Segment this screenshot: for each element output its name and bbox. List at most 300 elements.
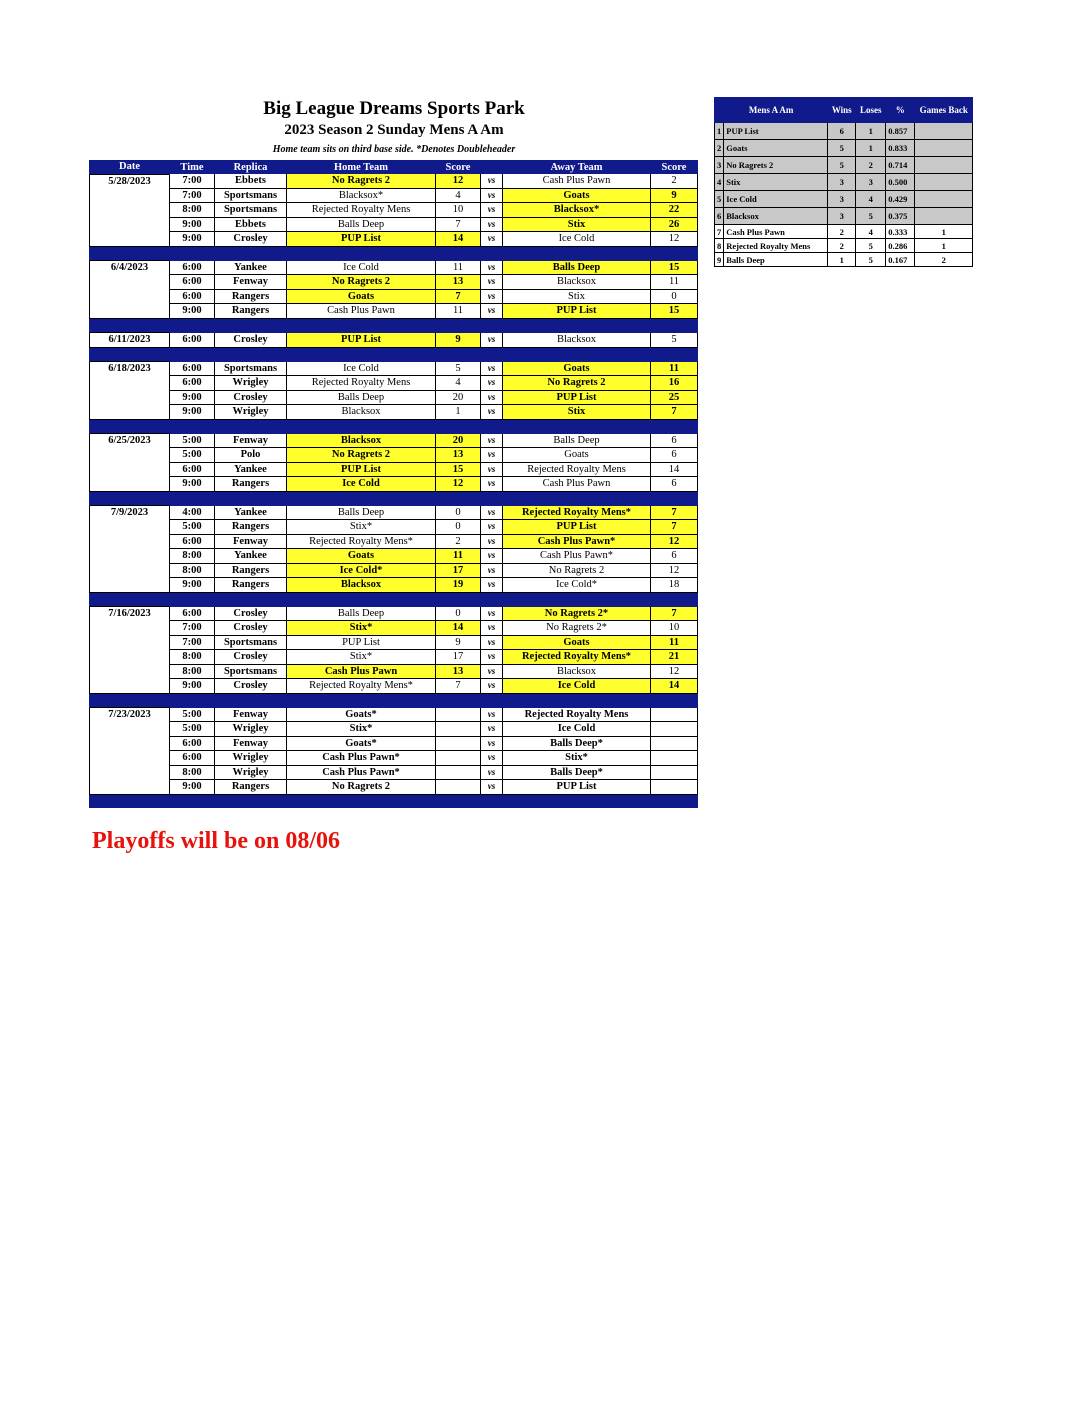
game-date xyxy=(90,635,170,650)
separator-cell xyxy=(287,419,436,434)
week-separator xyxy=(90,318,698,333)
game-time: 6:00 xyxy=(170,534,215,549)
standings-team: Ice Cold xyxy=(724,191,828,208)
table-row xyxy=(90,232,698,247)
standings-wins: 1 xyxy=(828,253,856,267)
standings-col-wins: Wins xyxy=(828,98,856,123)
home-team: Ice Cold xyxy=(287,362,436,376)
home-team: No Ragrets 2 xyxy=(287,275,436,290)
standings-wins: 3 xyxy=(828,208,856,225)
home-score: 17 xyxy=(436,563,481,578)
home-team: Cash Plus Pawn xyxy=(287,304,436,319)
col-replica: Replica xyxy=(215,160,287,174)
home-score: 13 xyxy=(436,664,481,679)
standings-team: Cash Plus Pawn xyxy=(724,225,828,239)
separator-cell xyxy=(215,419,287,434)
separator-cell xyxy=(90,318,170,333)
away-team: Rejected Royalty Mens xyxy=(503,462,651,477)
separator-cell xyxy=(215,693,287,708)
game-date xyxy=(90,722,170,737)
away-score: 18 xyxy=(651,578,698,593)
separator-cell xyxy=(436,318,481,333)
home-score: 13 xyxy=(436,448,481,463)
home-score: 17 xyxy=(436,650,481,665)
standings-games-back: 1 xyxy=(915,239,973,253)
standings-rank: 9 xyxy=(715,253,724,267)
home-team: Cash Plus Pawn* xyxy=(287,751,436,766)
away-team: Balls Deep* xyxy=(503,765,651,780)
game-time: 6:00 xyxy=(170,362,215,376)
separator-cell xyxy=(215,246,287,261)
separator-cell xyxy=(503,347,651,362)
game-date xyxy=(90,534,170,549)
away-score: 7 xyxy=(651,506,698,520)
separator-cell xyxy=(651,491,698,506)
game-date xyxy=(90,520,170,535)
away-team: PUP List xyxy=(503,390,651,405)
standings-pct: 0.375 xyxy=(886,208,915,225)
away-score: 6 xyxy=(651,434,698,448)
game-replica: Wrigley xyxy=(215,376,287,391)
home-score xyxy=(436,722,481,737)
away-team: Cash Plus Pawn xyxy=(503,477,651,492)
home-score: 0 xyxy=(436,506,481,520)
game-time: 8:00 xyxy=(170,664,215,679)
home-score: 11 xyxy=(436,304,481,319)
separator-cell xyxy=(90,347,170,362)
game-time: 9:00 xyxy=(170,679,215,694)
table-row xyxy=(90,405,698,420)
away-score: 11 xyxy=(651,635,698,650)
week-separator xyxy=(90,419,698,434)
table-row xyxy=(90,650,698,665)
game-time: 6:00 xyxy=(170,751,215,766)
separator-cell xyxy=(651,693,698,708)
away-score: 7 xyxy=(651,607,698,621)
home-score: 4 xyxy=(436,188,481,203)
game-date xyxy=(90,664,170,679)
home-team: No Ragrets 2 xyxy=(287,448,436,463)
standings-wins: 3 xyxy=(828,174,856,191)
vs-label: vs xyxy=(481,261,503,275)
game-time: 8:00 xyxy=(170,203,215,218)
vs-label: vs xyxy=(481,462,503,477)
vs-label: vs xyxy=(481,217,503,232)
separator-cell xyxy=(503,794,651,808)
vs-label: vs xyxy=(481,607,503,621)
home-team: No Ragrets 2 xyxy=(287,780,436,795)
home-team: Stix* xyxy=(287,722,436,737)
home-team: Rejected Royalty Mens* xyxy=(287,534,436,549)
game-time: 6:00 xyxy=(170,376,215,391)
away-score: 0 xyxy=(651,289,698,304)
game-replica: Yankee xyxy=(215,261,287,275)
separator-cell xyxy=(481,419,503,434)
game-date xyxy=(90,203,170,218)
col-date: Date xyxy=(90,160,170,174)
game-replica: Yankee xyxy=(215,549,287,564)
table-row xyxy=(90,708,698,722)
separator-cell xyxy=(215,491,287,506)
game-time: 8:00 xyxy=(170,765,215,780)
away-score xyxy=(651,722,698,737)
home-team: PUP List xyxy=(287,462,436,477)
home-team: Blacksox xyxy=(287,405,436,420)
standings-row xyxy=(715,174,973,191)
standings-pct: 0.857 xyxy=(886,123,915,140)
game-time: 7:00 xyxy=(170,188,215,203)
standings-row xyxy=(715,140,973,157)
separator-cell xyxy=(651,347,698,362)
page-title: Big League Dreams Sports Park xyxy=(263,98,525,119)
home-score xyxy=(436,708,481,722)
home-score: 15 xyxy=(436,462,481,477)
away-score: 12 xyxy=(651,232,698,247)
away-team: Rejected Royalty Mens* xyxy=(503,650,651,665)
separator-cell xyxy=(481,318,503,333)
game-time: 8:00 xyxy=(170,563,215,578)
game-replica: Rangers xyxy=(215,780,287,795)
game-time: 5:00 xyxy=(170,434,215,448)
game-replica: Crosley xyxy=(215,679,287,694)
standings-row xyxy=(715,253,973,267)
away-team: Ice Cold* xyxy=(503,578,651,593)
home-team: PUP List xyxy=(287,635,436,650)
home-score: 14 xyxy=(436,232,481,247)
game-time: 7:00 xyxy=(170,174,215,188)
separator-cell xyxy=(481,693,503,708)
home-team: No Ragrets 2 xyxy=(287,174,436,188)
separator-cell xyxy=(170,592,215,607)
table-row xyxy=(90,736,698,751)
separator-cell xyxy=(436,592,481,607)
standings-rank: 6 xyxy=(715,208,724,225)
away-team: No Ragrets 2 xyxy=(503,563,651,578)
standings-table xyxy=(714,97,973,267)
vs-label: vs xyxy=(481,174,503,188)
home-score: 14 xyxy=(436,621,481,636)
game-date: 6/25/2023 xyxy=(90,434,170,448)
table-row xyxy=(90,188,698,203)
col-home-team: Home Team xyxy=(287,160,436,174)
away-team: Stix xyxy=(503,289,651,304)
vs-label: vs xyxy=(481,390,503,405)
separator-cell xyxy=(170,318,215,333)
game-date: 5/28/2023 xyxy=(90,174,170,188)
home-score: 9 xyxy=(436,635,481,650)
separator-cell xyxy=(436,693,481,708)
separator-cell xyxy=(503,318,651,333)
game-time: 8:00 xyxy=(170,650,215,665)
home-team: Cash Plus Pawn* xyxy=(287,765,436,780)
home-team: Goats* xyxy=(287,736,436,751)
away-team: Stix xyxy=(503,217,651,232)
table-row xyxy=(90,765,698,780)
away-score: 15 xyxy=(651,261,698,275)
vs-label: vs xyxy=(481,203,503,218)
away-score: 6 xyxy=(651,549,698,564)
home-score: 7 xyxy=(436,217,481,232)
page-subtitle: 2023 Season 2 Sunday Mens A Am xyxy=(284,122,504,138)
separator-cell xyxy=(481,592,503,607)
standings-team: Goats xyxy=(724,140,828,157)
game-date xyxy=(90,751,170,766)
away-team: PUP List xyxy=(503,520,651,535)
table-row xyxy=(90,462,698,477)
game-replica: Rangers xyxy=(215,520,287,535)
home-score xyxy=(436,765,481,780)
week-separator xyxy=(90,693,698,708)
game-replica: Fenway xyxy=(215,736,287,751)
game-date xyxy=(90,765,170,780)
home-score: 10 xyxy=(436,203,481,218)
game-date xyxy=(90,390,170,405)
away-score: 9 xyxy=(651,188,698,203)
game-time: 9:00 xyxy=(170,232,215,247)
away-score: 12 xyxy=(651,534,698,549)
game-time: 9:00 xyxy=(170,477,215,492)
away-score: 10 xyxy=(651,621,698,636)
away-team: No Ragrets 2* xyxy=(503,621,651,636)
home-score xyxy=(436,751,481,766)
standings-wins: 5 xyxy=(828,140,856,157)
vs-label: vs xyxy=(481,520,503,535)
standings-wins: 5 xyxy=(828,157,856,174)
standings-pct: 0.714 xyxy=(886,157,915,174)
standings-team: PUP List xyxy=(724,123,828,140)
home-team: Stix* xyxy=(287,621,436,636)
away-team: Stix xyxy=(503,405,651,420)
game-replica: Fenway xyxy=(215,275,287,290)
game-date xyxy=(90,563,170,578)
separator-cell xyxy=(481,246,503,261)
standings-games-back xyxy=(915,174,973,191)
vs-label: vs xyxy=(481,477,503,492)
table-row xyxy=(90,362,698,376)
standings-games-back xyxy=(915,157,973,174)
vs-label: vs xyxy=(481,664,503,679)
vs-label: vs xyxy=(481,563,503,578)
home-score: 19 xyxy=(436,578,481,593)
game-time: 5:00 xyxy=(170,722,215,737)
home-team: Balls Deep xyxy=(287,506,436,520)
vs-label: vs xyxy=(481,549,503,564)
game-date xyxy=(90,289,170,304)
col-time: Time xyxy=(170,160,215,174)
away-team: PUP List xyxy=(503,304,651,319)
vs-label: vs xyxy=(481,506,503,520)
schedule-note: Home team sits on third base side. *Denotes Doubleheader xyxy=(272,144,516,155)
game-replica: Yankee xyxy=(215,506,287,520)
table-row xyxy=(90,679,698,694)
vs-label: vs xyxy=(481,650,503,665)
standings-wins: 6 xyxy=(828,123,856,140)
home-team: Goats* xyxy=(287,708,436,722)
standings-loses: 5 xyxy=(856,208,886,225)
game-replica: Sportsmans xyxy=(215,188,287,203)
game-time: 6:00 xyxy=(170,333,215,348)
away-team: Cash Plus Pawn* xyxy=(503,534,651,549)
away-score: 12 xyxy=(651,664,698,679)
away-team: No Ragrets 2* xyxy=(503,607,651,621)
standings-rank: 3 xyxy=(715,157,724,174)
table-row xyxy=(90,563,698,578)
separator-cell xyxy=(170,794,215,808)
vs-label: vs xyxy=(481,708,503,722)
standings-rank: 5 xyxy=(715,191,724,208)
game-replica: Yankee xyxy=(215,462,287,477)
standings-pct: 0.429 xyxy=(886,191,915,208)
home-team: Goats xyxy=(287,289,436,304)
table-row xyxy=(90,203,698,218)
game-replica: Polo xyxy=(215,448,287,463)
vs-label: vs xyxy=(481,635,503,650)
vs-label: vs xyxy=(481,376,503,391)
home-score: 20 xyxy=(436,434,481,448)
game-date xyxy=(90,376,170,391)
standings-header-row xyxy=(715,98,973,123)
away-team: Ice Cold xyxy=(503,679,651,694)
separator-cell xyxy=(90,592,170,607)
game-date xyxy=(90,448,170,463)
standings-pct: 0.167 xyxy=(886,253,915,267)
game-time: 7:00 xyxy=(170,635,215,650)
home-team: Blacksox xyxy=(287,434,436,448)
standings-row xyxy=(715,225,973,239)
home-score xyxy=(436,780,481,795)
away-score: 7 xyxy=(651,405,698,420)
standings-team: Stix xyxy=(724,174,828,191)
table-row xyxy=(90,549,698,564)
col-vs xyxy=(481,160,503,174)
separator-cell xyxy=(90,491,170,506)
vs-label: vs xyxy=(481,621,503,636)
standings-games-back: 1 xyxy=(915,225,973,239)
schedule-header-row xyxy=(90,160,698,174)
game-replica: Fenway xyxy=(215,708,287,722)
standings-games-back: 2 xyxy=(915,253,973,267)
game-date: 7/16/2023 xyxy=(90,607,170,621)
vs-label: vs xyxy=(481,304,503,319)
game-date: 6/11/2023 xyxy=(90,333,170,348)
table-row xyxy=(90,174,698,188)
home-team: Stix* xyxy=(287,520,436,535)
separator-cell xyxy=(481,491,503,506)
away-score: 21 xyxy=(651,650,698,665)
separator-cell xyxy=(215,794,287,808)
standings-col-games-back: Games Back xyxy=(915,98,973,123)
table-row xyxy=(90,376,698,391)
vs-label: vs xyxy=(481,362,503,376)
standings-pct: 0.833 xyxy=(886,140,915,157)
away-score: 11 xyxy=(651,275,698,290)
week-separator xyxy=(90,246,698,261)
game-replica: Rangers xyxy=(215,477,287,492)
separator-cell xyxy=(481,794,503,808)
game-time: 9:00 xyxy=(170,578,215,593)
home-team: Rejected Royalty Mens xyxy=(287,376,436,391)
game-date xyxy=(90,275,170,290)
game-replica: Fenway xyxy=(215,534,287,549)
away-score: 26 xyxy=(651,217,698,232)
separator-cell xyxy=(215,347,287,362)
separator-cell xyxy=(436,491,481,506)
away-team: Goats xyxy=(503,448,651,463)
table-row xyxy=(90,506,698,520)
table-row xyxy=(90,448,698,463)
table-row xyxy=(90,635,698,650)
separator-cell xyxy=(436,794,481,808)
game-date xyxy=(90,477,170,492)
separator-cell xyxy=(651,592,698,607)
standings-rank: 1 xyxy=(715,123,724,140)
away-team: Rejected Royalty Mens* xyxy=(503,506,651,520)
vs-label: vs xyxy=(481,751,503,766)
game-date xyxy=(90,679,170,694)
vs-label: vs xyxy=(481,434,503,448)
separator-cell xyxy=(287,347,436,362)
separator-cell xyxy=(215,318,287,333)
vs-label: vs xyxy=(481,289,503,304)
separator-cell xyxy=(651,419,698,434)
away-team: Ice Cold xyxy=(503,232,651,247)
vs-label: vs xyxy=(481,722,503,737)
standings-wins: 2 xyxy=(828,239,856,253)
game-replica: Crosley xyxy=(215,607,287,621)
separator-cell xyxy=(503,246,651,261)
separator-cell xyxy=(170,347,215,362)
playoffs-notice: Playoffs will be on 08/06 xyxy=(92,828,341,854)
standings-loses: 4 xyxy=(856,225,886,239)
standings-row xyxy=(715,123,973,140)
away-score: 15 xyxy=(651,304,698,319)
game-time: 9:00 xyxy=(170,304,215,319)
standings-games-back xyxy=(915,208,973,225)
separator-cell xyxy=(436,419,481,434)
away-score xyxy=(651,780,698,795)
separator-cell xyxy=(170,491,215,506)
table-row xyxy=(90,520,698,535)
home-team: Stix* xyxy=(287,650,436,665)
game-time: 8:00 xyxy=(170,549,215,564)
game-replica: Crosley xyxy=(215,333,287,348)
separator-cell xyxy=(503,491,651,506)
vs-label: vs xyxy=(481,333,503,348)
home-score: 20 xyxy=(436,390,481,405)
game-replica: Rangers xyxy=(215,563,287,578)
game-replica: Rangers xyxy=(215,289,287,304)
table-row xyxy=(90,621,698,636)
game-date xyxy=(90,217,170,232)
game-replica: Crosley xyxy=(215,232,287,247)
game-time: 4:00 xyxy=(170,506,215,520)
vs-label: vs xyxy=(481,578,503,593)
game-time: 5:00 xyxy=(170,448,215,463)
away-score: 11 xyxy=(651,362,698,376)
away-team: Cash Plus Pawn* xyxy=(503,549,651,564)
home-team: Blacksox* xyxy=(287,188,436,203)
home-score: 9 xyxy=(436,333,481,348)
standings-loses: 4 xyxy=(856,191,886,208)
home-score: 7 xyxy=(436,289,481,304)
home-score: 0 xyxy=(436,520,481,535)
table-row xyxy=(90,578,698,593)
week-separator xyxy=(90,347,698,362)
standings-games-back xyxy=(915,191,973,208)
vs-label: vs xyxy=(481,232,503,247)
separator-cell xyxy=(170,246,215,261)
home-team: Cash Plus Pawn xyxy=(287,664,436,679)
